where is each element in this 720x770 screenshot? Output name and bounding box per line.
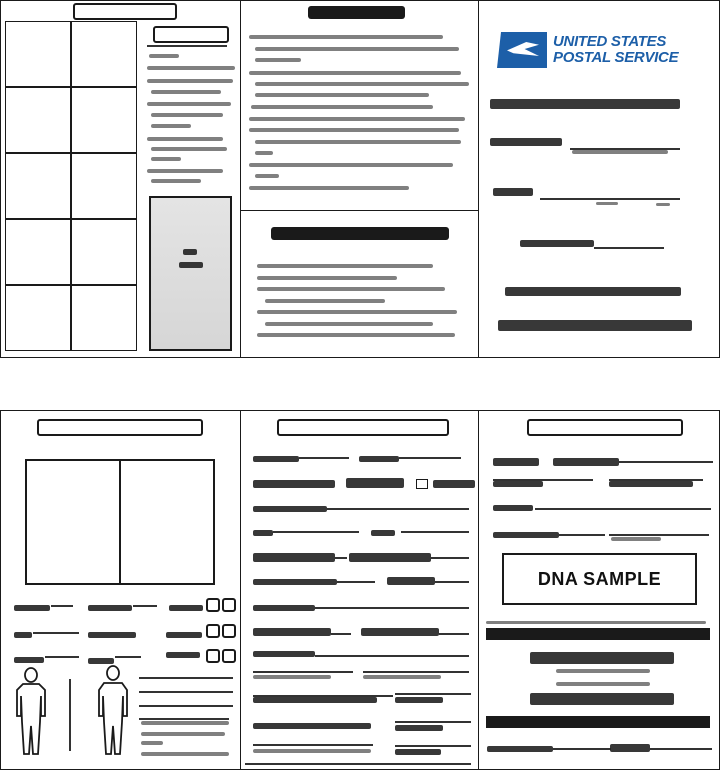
photo-slot-front bbox=[25, 459, 121, 585]
panel-heading bbox=[277, 419, 449, 436]
photo-slot bbox=[5, 21, 71, 87]
panel-heading bbox=[527, 419, 683, 436]
dna-sample-box bbox=[502, 553, 697, 605]
checkbox[interactable] bbox=[206, 624, 220, 638]
person-back-icon bbox=[93, 664, 133, 758]
panel-heading bbox=[73, 3, 177, 20]
logo-line-1: UNITED STATES bbox=[553, 33, 667, 50]
panel-personal-info bbox=[240, 410, 480, 770]
panel-collection-steps bbox=[240, 210, 480, 358]
panel-instructions bbox=[240, 0, 480, 212]
checkbox[interactable] bbox=[416, 479, 428, 489]
logo-line-2: POSTAL SERVICE bbox=[553, 49, 679, 66]
checkbox[interactable] bbox=[206, 649, 220, 663]
barcode-strip bbox=[486, 716, 710, 728]
photo-slot-back bbox=[119, 459, 215, 585]
panel-heading bbox=[308, 6, 405, 19]
photo-slot bbox=[5, 153, 71, 219]
person-front-icon bbox=[11, 666, 51, 758]
usps-logo bbox=[497, 30, 693, 70]
photo-slot bbox=[5, 285, 71, 351]
photo-slot bbox=[71, 87, 137, 153]
photo-slot bbox=[71, 285, 137, 351]
checkbox[interactable] bbox=[222, 624, 236, 638]
usps-eagle-icon bbox=[497, 32, 547, 68]
photo-slot bbox=[71, 21, 137, 87]
checkbox[interactable] bbox=[222, 598, 236, 612]
photo-slot bbox=[5, 87, 71, 153]
panel-body-diagram bbox=[0, 410, 242, 770]
photo-slot bbox=[71, 219, 137, 285]
form-line bbox=[540, 198, 680, 200]
checkbox[interactable] bbox=[206, 598, 220, 612]
form-line bbox=[594, 247, 664, 249]
instructions-heading bbox=[153, 26, 229, 43]
checkbox[interactable] bbox=[222, 649, 236, 663]
dna-sample-label: DNA SAMPLE bbox=[537, 568, 662, 589]
swab-packet bbox=[149, 196, 232, 351]
panel-photo-grid bbox=[0, 0, 241, 358]
panel-heading bbox=[37, 419, 203, 436]
photo-slot bbox=[5, 219, 71, 285]
panel-heading bbox=[271, 227, 449, 240]
photo-slot bbox=[71, 153, 137, 219]
barcode-strip bbox=[486, 628, 710, 640]
